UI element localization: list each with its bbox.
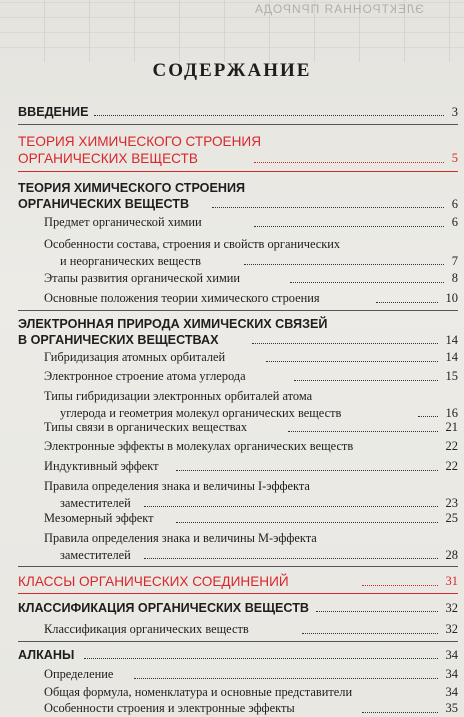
toc-label-line2: заместителей (60, 495, 131, 510)
toc-label: ВВЕДЕНИЕ (18, 105, 89, 119)
toc-subentry[interactable] (44, 236, 458, 269)
toc-label-line2: заместителей (60, 547, 131, 562)
toc-label: Электронные эффекты в молекулах органических веществ (44, 439, 354, 453)
toc-page: 23 (445, 495, 458, 510)
leader-dots (302, 633, 438, 634)
toc-entry-intro[interactable] (18, 104, 458, 120)
toc-label: Электронное строение атома углерода (44, 369, 246, 383)
divider (18, 566, 458, 567)
toc-page: 28 (445, 547, 458, 562)
toc-subentry[interactable] (44, 478, 458, 511)
toc-subentry[interactable] (44, 270, 458, 287)
leader-dots (376, 302, 438, 303)
toc-page: 5 (451, 151, 458, 165)
toc-subentry[interactable] (44, 290, 458, 307)
toc-label: Основные положения теории химического строения (44, 291, 320, 305)
toc-page: 32 (445, 601, 458, 615)
leader-dots (84, 658, 438, 659)
toc-page: 31 (445, 574, 458, 588)
toc-label: КЛАССЫ ОРГАНИЧЕСКИХ СОЕДИНЕНИЙ (18, 574, 289, 589)
leader-dots (212, 207, 444, 208)
leader-dots (252, 343, 438, 344)
toc-label: Этапы развития органической химии (44, 271, 241, 285)
toc-label: Типы связи в органических веществах (44, 420, 248, 434)
toc-label: Гибридизация атомных орбиталей (44, 350, 226, 364)
leader-dots (294, 380, 438, 381)
toc-page: 25 (445, 511, 458, 525)
toc-label-line1: Типы гибридизации электронных орбиталей атома (44, 389, 313, 403)
toc-label: Особенности строения и электронные эффекты (44, 701, 295, 715)
toc-label: АЛКАНЫ (18, 648, 75, 662)
toc-subentry[interactable] (44, 438, 458, 455)
toc-label-line2: углерода и геометрия молекул органических веществ (60, 405, 342, 420)
show-through-text: ЭЛЕКТРОННАЯ ПРИРОДА (253, 2, 424, 16)
toc-chapter-4[interactable] (18, 647, 458, 663)
toc-label-line1: Особенности состава, строения и свойств органических (44, 237, 341, 251)
toc-subentry[interactable] (44, 700, 458, 717)
leader-dots (94, 115, 444, 116)
toc-label-line2: В ОРГАНИЧЕСКИХ ВЕЩЕСТВАХ (18, 333, 219, 347)
toc-page: 10 (445, 291, 458, 305)
leader-dots (288, 431, 438, 432)
toc-subentry[interactable] (44, 510, 458, 527)
divider-red (18, 593, 458, 594)
toc-part-1[interactable] (18, 133, 458, 167)
leader-dots (418, 416, 438, 417)
leader-dots (144, 506, 438, 507)
toc-page: 32 (445, 622, 458, 636)
toc-label: Определение (44, 667, 114, 681)
toc-subentry[interactable] (44, 458, 458, 475)
toc-label-line1: Правила определения знака и величины I-эффекта (44, 479, 310, 493)
toc-subentry[interactable] (44, 530, 458, 563)
toc-page: 21 (445, 420, 458, 434)
toc-label-line1: ТЕОРИЯ ХИМИЧЕСКОГО СТРОЕНИЯ (18, 134, 262, 149)
toc-page: 6 (451, 197, 458, 211)
leader-dots (144, 558, 438, 559)
toc-page: 34 (445, 667, 458, 681)
divider (18, 641, 458, 642)
toc-subentry[interactable] (44, 368, 458, 385)
toc-page: 22 (445, 439, 458, 453)
toc-label-line1: Правила определения знака и величины М-эффекта (44, 531, 317, 545)
toc-subentry[interactable] (44, 349, 458, 366)
toc-subentry[interactable] (44, 214, 458, 231)
toc-subentry[interactable] (44, 684, 458, 701)
leader-dots (266, 361, 438, 362)
toc-page: 6 (451, 215, 458, 229)
toc-chapter-2[interactable] (18, 316, 458, 348)
toc-page: 8 (451, 271, 458, 285)
toc-page: 34 (445, 648, 458, 662)
toc-subentry[interactable] (44, 388, 458, 421)
toc-chapter-1[interactable] (18, 180, 458, 212)
divider (18, 310, 458, 311)
toc-label: Общая формула, номенклатура и основные представители (44, 685, 353, 699)
toc-page: 35 (445, 701, 458, 715)
leader-dots (316, 611, 438, 612)
leader-dots (254, 226, 444, 227)
toc-page: 22 (445, 459, 458, 473)
toc-subentry[interactable] (44, 621, 458, 638)
leader-dots (362, 585, 438, 586)
toc-page: 15 (445, 369, 458, 383)
toc-page: 16 (445, 405, 458, 420)
leader-dots (176, 522, 438, 523)
toc-chapter-3[interactable] (18, 600, 458, 616)
toc-label-line2: ОРГАНИЧЕСКИХ ВЕЩЕСТВ (18, 151, 198, 166)
toc-label: КЛАССИФИКАЦИЯ ОРГАНИЧЕСКИХ ВЕЩЕСТВ (18, 601, 309, 615)
page-title: СОДЕРЖАНИЕ (152, 60, 312, 81)
toc-page: 7 (451, 253, 458, 268)
toc-page: 14 (445, 350, 458, 364)
toc-label-line2: ОРГАНИЧЕСКИХ ВЕЩЕСТВ (18, 197, 190, 211)
toc-label: Мезомерный эффект (44, 511, 154, 525)
toc-page: 3 (451, 105, 458, 119)
toc-part-2[interactable] (18, 573, 458, 590)
leader-dots (134, 678, 438, 679)
toc-label-line2: и неорганических веществ (60, 253, 201, 268)
leader-dots (176, 470, 438, 471)
toc-label: Индуктивный эффект (44, 459, 159, 473)
toc-subentry[interactable] (44, 666, 458, 683)
toc-label: Предмет органической химии (44, 215, 202, 229)
divider (18, 124, 458, 125)
toc-subentry[interactable] (44, 419, 458, 436)
toc-label-line1: ЭЛЕКТРОННАЯ ПРИРОДА ХИМИЧЕСКИХ СВЯЗЕЙ (18, 317, 328, 331)
toc-label: Классификация органических веществ (44, 622, 249, 636)
divider-red (18, 171, 458, 172)
leader-dots (244, 264, 444, 265)
toc-page: 34 (445, 685, 458, 699)
leader-dots (362, 712, 438, 713)
leader-dots (290, 282, 444, 283)
leader-dots (254, 162, 444, 163)
toc-page: 14 (445, 333, 458, 347)
toc-label-line1: ТЕОРИЯ ХИМИЧЕСКОГО СТРОЕНИЯ (18, 181, 246, 195)
